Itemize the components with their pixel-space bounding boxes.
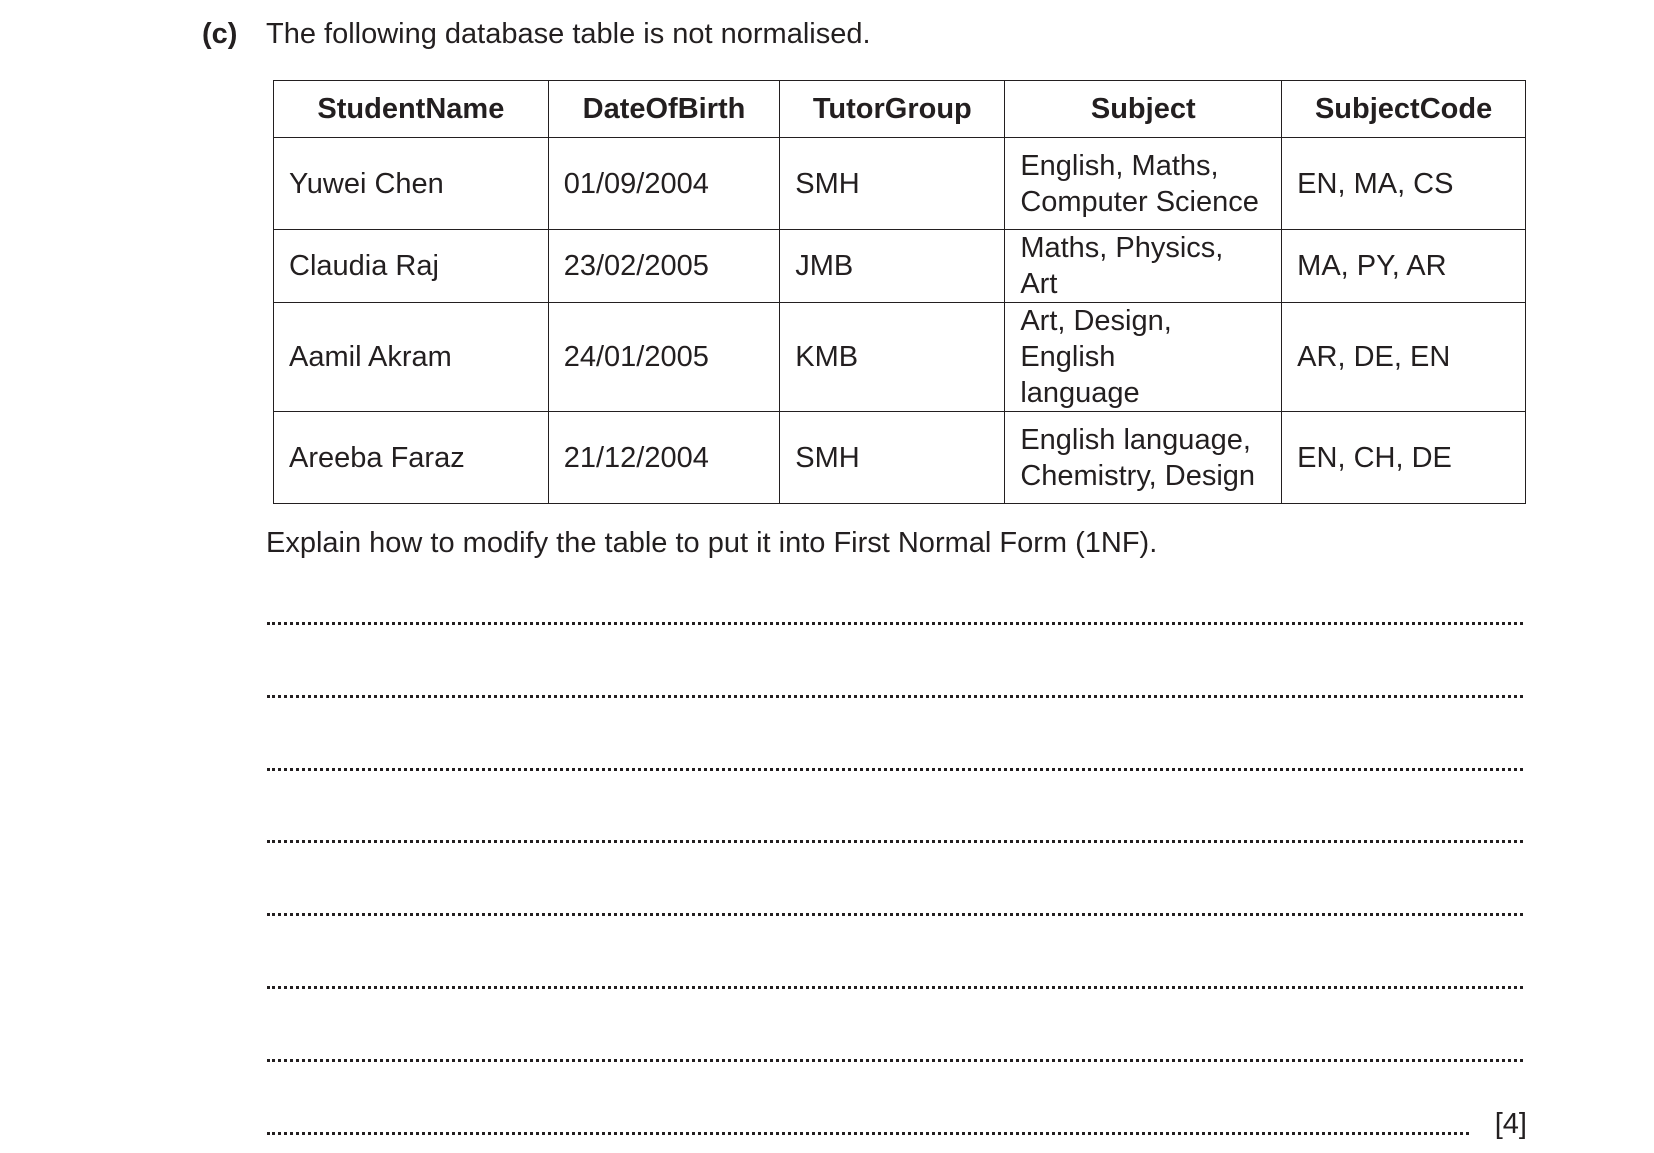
header-subject: Subject [1005, 81, 1282, 138]
cell-subject-code: EN, MA, CS [1282, 138, 1526, 230]
question-label: (c) [202, 18, 238, 50]
question-text: The following database table is not normalised. [266, 18, 871, 50]
instruction-text: Explain how to modify the table to put it into First Normal Form (1NF). [266, 527, 1158, 559]
table-row [274, 138, 1526, 230]
cell-date-of-birth: 24/01/2005 [548, 303, 780, 412]
subject-line: Computer Science [1020, 185, 1259, 218]
cell-date-of-birth: 01/09/2004 [548, 138, 780, 230]
table-row [274, 230, 1526, 303]
cell-student-name: Claudia Raj [274, 230, 549, 303]
header-date-of-birth: DateOfBirth [548, 81, 780, 138]
cell-date-of-birth: 23/02/2005 [548, 230, 780, 303]
table-row [274, 412, 1526, 504]
header-subject-code: SubjectCode [1282, 81, 1526, 138]
table-header-row [274, 81, 1526, 138]
answer-line[interactable] [267, 913, 1523, 916]
subject-line: English, Maths, [1020, 149, 1219, 182]
cell-subject-code: EN, CH, DE [1282, 412, 1526, 504]
question-header [202, 14, 871, 54]
cell-subject-code: MA, PY, AR [1282, 230, 1526, 303]
cell-tutor-group: KMB [780, 303, 1005, 412]
cell-student-name: Areeba Faraz [274, 412, 549, 504]
subject-line: Art, Design, English [1020, 305, 1172, 373]
cell-student-name: Yuwei Chen [274, 138, 549, 230]
cell-tutor-group: SMH [780, 412, 1005, 504]
subject-line: language [1020, 377, 1140, 409]
answer-line[interactable] [267, 695, 1523, 698]
header-student-name: StudentName [274, 81, 549, 138]
answer-line[interactable] [267, 840, 1523, 843]
database-table [273, 80, 1526, 504]
subject-line: English language, [1020, 423, 1251, 456]
cell-tutor-group: SMH [780, 138, 1005, 230]
cell-subject [1005, 138, 1282, 230]
header-tutor-group: TutorGroup [780, 81, 1005, 138]
table-row [274, 303, 1526, 412]
subject-line: Chemistry, Design [1020, 459, 1256, 492]
cell-date-of-birth: 21/12/2004 [548, 412, 780, 504]
marks-label: [4] [1494, 1108, 1527, 1140]
answer-line[interactable] [267, 768, 1523, 771]
cell-subject: Maths, Physics, Art [1005, 230, 1282, 303]
cell-subject-code: AR, DE, EN [1282, 303, 1526, 412]
answer-line[interactable] [267, 1059, 1523, 1062]
cell-subject [1005, 412, 1282, 504]
cell-tutor-group: JMB [780, 230, 1005, 303]
cell-subject [1005, 303, 1282, 412]
cell-student-name: Aamil Akram [274, 303, 549, 412]
answer-line[interactable] [267, 622, 1523, 625]
answer-line[interactable] [267, 1132, 1469, 1135]
answer-line[interactable] [267, 986, 1523, 989]
